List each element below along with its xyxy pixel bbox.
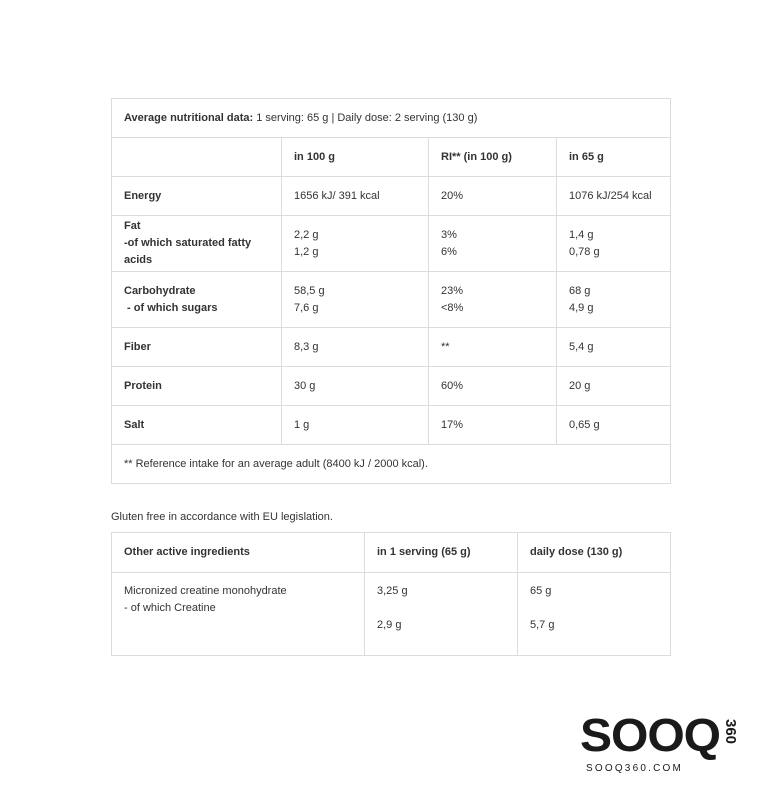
serving-value: 3,25 g bbox=[377, 585, 408, 597]
sooq360-logo bbox=[580, 713, 750, 775]
value-ri-cell bbox=[429, 272, 557, 328]
header-cell-empty bbox=[112, 138, 282, 177]
active-header-row bbox=[112, 533, 671, 573]
ingredient-cell bbox=[112, 573, 365, 656]
ingredient-name: Micronized creatine monohydrate bbox=[124, 585, 287, 597]
ingredient-subname: - of which Creatine bbox=[124, 602, 216, 614]
nutrition-intro-cell bbox=[112, 99, 671, 138]
header-ri: RI** (in 100 g) bbox=[429, 138, 557, 177]
nutrient-name: Salt bbox=[112, 406, 282, 445]
value-ri: 3% bbox=[441, 228, 457, 241]
value-ri: 20% bbox=[429, 177, 557, 216]
value-per-100g: 1 g bbox=[282, 406, 429, 445]
value-per-100g: 2,2 g bbox=[294, 228, 319, 241]
nutrition-row-protein bbox=[112, 367, 671, 406]
value-per-100g: 8,3 g bbox=[282, 328, 429, 367]
nutrition-intro-row bbox=[112, 99, 671, 138]
daily-cell bbox=[518, 573, 671, 656]
value-per-65g: 0,65 g bbox=[557, 406, 671, 445]
nutrient-name: Fiber bbox=[112, 328, 282, 367]
nutrient-cell bbox=[112, 216, 282, 272]
value-ri: 60% bbox=[429, 367, 557, 406]
header-daily-dose: daily dose (130 g) bbox=[518, 533, 671, 573]
value-ri-sub: <8% bbox=[441, 301, 464, 314]
value-per-65g-cell bbox=[557, 272, 671, 328]
nutrition-row-salt bbox=[112, 406, 671, 445]
serving-cell bbox=[365, 573, 518, 656]
header-other-active-ingredients: Other active ingredients bbox=[112, 533, 365, 573]
nutrient-name: Protein bbox=[112, 367, 282, 406]
nutrient-subname: -of which saturated fatty acids bbox=[124, 237, 252, 266]
value-ri: ** bbox=[429, 328, 557, 367]
active-row-creatine bbox=[112, 573, 671, 656]
value-ri-cell bbox=[429, 216, 557, 272]
value-ri: 17% bbox=[429, 406, 557, 445]
nutrient-subname: - of which sugars bbox=[124, 301, 218, 314]
value-ri: 23% bbox=[441, 284, 464, 297]
value-per-100g-sub: 7,6 g bbox=[294, 301, 319, 314]
nutrient-cell bbox=[112, 272, 282, 328]
active-ingredients-table bbox=[111, 532, 671, 656]
value-per-100g: 30 g bbox=[282, 367, 429, 406]
daily-value-sub: 5,7 g bbox=[530, 619, 555, 631]
value-per-100g: 1656 kJ/ 391 kcal bbox=[282, 177, 429, 216]
serving-value-sub: 2,9 g bbox=[377, 619, 402, 631]
nutrition-header-row bbox=[112, 138, 671, 177]
nutrient-name: Energy bbox=[112, 177, 282, 216]
value-per-65g: 1,4 g bbox=[569, 228, 594, 241]
value-per-100g-sub: 1,2 g bbox=[294, 245, 319, 258]
nutrient-name: Carbohydrate bbox=[124, 284, 196, 297]
value-per-65g-sub: 0,78 g bbox=[569, 245, 600, 258]
value-per-65g-cell bbox=[557, 216, 671, 272]
logo-wordmark: SOOQ bbox=[580, 713, 720, 761]
intro-label: Average nutritional data: bbox=[124, 111, 254, 124]
value-per-65g: 5,4 g bbox=[557, 328, 671, 367]
header-per-serving: in 1 serving (65 g) bbox=[365, 533, 518, 573]
nutrition-table bbox=[111, 98, 671, 484]
header-in-100g: in 100 g bbox=[282, 138, 429, 177]
value-ri-sub: 6% bbox=[441, 245, 457, 258]
intro-text: 1 serving: 65 g | Daily dose: 2 serving (130 g) bbox=[256, 111, 478, 124]
value-per-100g-cell bbox=[282, 216, 429, 272]
value-per-100g-cell bbox=[282, 272, 429, 328]
nutrition-footnote-row bbox=[112, 445, 671, 484]
header-in-65g: in 65 g bbox=[557, 138, 671, 177]
logo-number: 360 bbox=[722, 719, 739, 745]
nutrition-row-fiber bbox=[112, 328, 671, 367]
nutrient-name: Fat bbox=[124, 220, 141, 232]
value-per-65g: 20 g bbox=[557, 367, 671, 406]
nutrition-row-energy bbox=[112, 177, 671, 216]
gluten-note: Gluten free in accordance with EU legislation. bbox=[111, 511, 333, 523]
nutrition-row-fat bbox=[112, 216, 671, 272]
value-per-65g-sub: 4,9 g bbox=[569, 301, 594, 314]
value-per-65g: 68 g bbox=[569, 284, 591, 297]
value-per-65g: 1076 kJ/254 kcal bbox=[557, 177, 671, 216]
daily-value: 65 g bbox=[530, 585, 552, 597]
logo-url: SOOQ360.COM bbox=[586, 763, 683, 774]
value-per-100g: 58,5 g bbox=[294, 284, 325, 297]
footnote-text: ** Reference intake for an average adult (8400 kJ / 2000 kcal). bbox=[112, 445, 671, 484]
nutrition-row-carbohydrate bbox=[112, 272, 671, 328]
